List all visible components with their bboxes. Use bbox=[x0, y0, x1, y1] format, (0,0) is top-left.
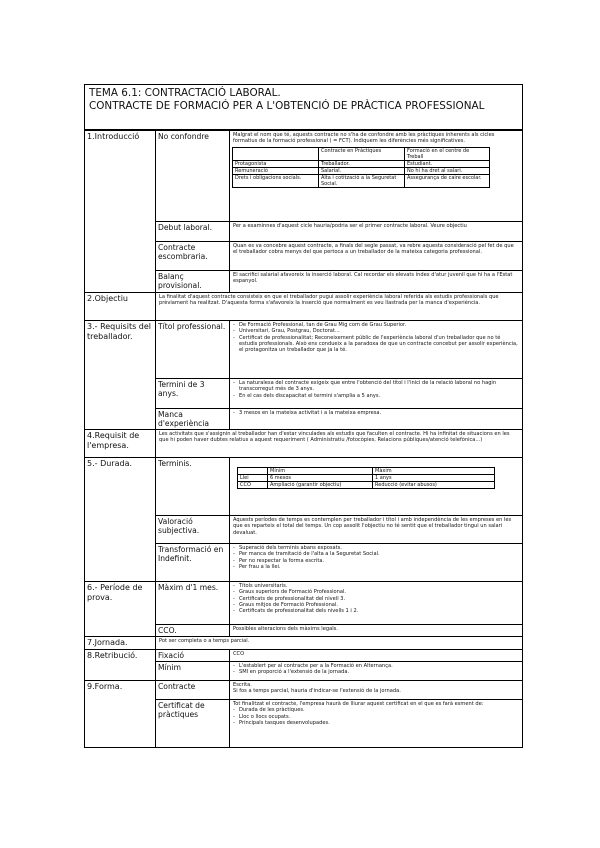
termini-list bbox=[233, 380, 519, 399]
cell-termini bbox=[230, 379, 523, 409]
sublabel-no-confondre: No confondre bbox=[156, 131, 230, 222]
section-label-retribucio: 8.Retribució. bbox=[85, 650, 156, 681]
text-escombraria: Quan es va concebre aquest contracte, a finals del segle passat, va rebre aquesta consideració pel fet de que el treballador cobra menys del que pertoca a un treballador de la mateixa categoria professional. bbox=[230, 242, 523, 271]
list-item: - Graus superiors de Formació Professional. bbox=[233, 589, 519, 595]
text-objectiu: La finalitat d'aquest contracte consisteix en que el treballador pugui assolir experiència laboral referida als estudis professionals que prèviament ha realitzat. D'aquesta forma s'afavoreix la inserció que normalment es veu llastrada per la manca d'experiència. bbox=[156, 293, 523, 321]
sublabel-maxim: Màxim d'1 mes. bbox=[156, 582, 230, 625]
terminis-header-cell bbox=[238, 468, 268, 475]
sublabel-certificat: Certificat de pràctiques bbox=[156, 700, 230, 748]
terminis-cell: CCO bbox=[238, 482, 268, 489]
list-item: - La naturalesa del contracte exigeix que entre l'obtenció del títol i l'inici de la relació laboral no hagin transcorregut més de 3 anys. bbox=[233, 380, 519, 393]
list-item: - Certificat de professionalitat; Reconeixement públic de l'experiència laboral d'un treballador que no té estudis professionals. Això ens condueix a la paradoxa de que un contracte concebut per assolir experiència, el protagonitza un treballador que ja la té. bbox=[233, 335, 519, 354]
terminis-header-row bbox=[238, 468, 495, 475]
transformacio-list bbox=[233, 545, 519, 570]
sublabel-debut: Debut laboral. bbox=[156, 222, 230, 242]
terminis-header-cell: Màxim bbox=[373, 468, 495, 475]
sublabel-manca: Manca d'experiència bbox=[156, 409, 230, 430]
row-objectiu bbox=[85, 293, 523, 321]
cell-minim bbox=[230, 662, 523, 681]
row-contracte bbox=[85, 681, 523, 700]
title-line-2: CONTRACTE DE FORMACIÓ PER A L'OBTENCIÓ DE PRÀCTICA PROFESSIONAL bbox=[89, 100, 485, 112]
section-label-objectiu: 2.Objectiu bbox=[85, 293, 156, 321]
section-label-prova: 6.- Període de prova. bbox=[85, 582, 156, 637]
list-item: - Per no respectar la forma escrita. bbox=[233, 558, 519, 564]
list-item: - Lloc o llocs ocupats. bbox=[233, 714, 519, 720]
comparison-cell: Treballador. bbox=[319, 160, 405, 167]
terminis-cell: 1 anys bbox=[373, 475, 495, 482]
text-valoracio: Aquests períodes de temps es contemplen per treballador i títol i amb independència de les empreses en les que es reparteix el total del temps. Un cop assolit l'objectiu no té sentit que el treballador tingui un salari devaluat. bbox=[230, 516, 523, 544]
row-fixacio bbox=[85, 650, 523, 662]
cell-maxim bbox=[230, 582, 523, 625]
terminis-cell: Ampliació (garantir objectiu) bbox=[268, 482, 373, 489]
terminis-cell: 6 mesos bbox=[268, 475, 373, 482]
cell-transformacio bbox=[230, 544, 523, 582]
section-label-jornada: 7.Jornada. bbox=[85, 637, 156, 650]
text-fixacio: CCO bbox=[230, 650, 523, 662]
title-line-1: TEMA 6.1: CONTRACTACIÓ LABORAL. bbox=[89, 87, 281, 99]
list-item: - 3 mesos en la mateixa activitat i a la mateixa empresa. bbox=[233, 410, 519, 416]
cell-no-confondre bbox=[230, 131, 523, 222]
comparison-header-cell: Formació en el centre de Treball bbox=[405, 147, 490, 160]
list-item: - Principals tasques desenvolupades. bbox=[233, 720, 519, 726]
sublabel-termini: Termini de 3 anys. bbox=[156, 379, 230, 409]
cell-terminis bbox=[230, 458, 523, 516]
comparison-row bbox=[233, 160, 490, 167]
row-no-confondre bbox=[85, 131, 523, 222]
text-contracte-2: Si fos a temps parcial, hauria d'indicar-se l'extensió de la jornada. bbox=[233, 688, 401, 695]
list-item: - En el cas dels discapacitat el termini s'amplia a 5 anys. bbox=[233, 393, 519, 399]
list-item: - Títols universitaris. bbox=[233, 583, 519, 589]
cell-titol bbox=[230, 321, 523, 379]
document-title bbox=[84, 84, 523, 130]
sublabel-valoracio: Valoració subjectiva. bbox=[156, 516, 230, 544]
section-label-durada: 5.- Durada. bbox=[85, 458, 156, 582]
text-contracte-1: Escrita. bbox=[233, 682, 252, 688]
section-label-forma: 9.Forma. bbox=[85, 681, 156, 748]
row-jornada bbox=[85, 637, 523, 650]
terminis-row bbox=[238, 475, 495, 482]
comparison-row bbox=[233, 174, 490, 187]
terminis-cell: Llei bbox=[238, 475, 268, 482]
list-item: - Graus mitjos de Formació Professional. bbox=[233, 602, 519, 608]
text-debut: Per a examinnes d'aquest cicle hauria/podria ser el primer contracte laboral. Veure objectiu bbox=[230, 222, 523, 242]
sublabel-escombraria: Contracte escombraria. bbox=[156, 242, 230, 271]
certificat-list bbox=[233, 707, 519, 726]
comparison-cell: Protagonista bbox=[233, 160, 319, 167]
list-item: - SMI en proporció a l'extensió de la jornada. bbox=[233, 669, 519, 675]
sublabel-contracte: Contracte bbox=[156, 681, 230, 700]
terminis-row bbox=[238, 482, 495, 489]
list-item: - Universitari, Grau, Postgrau, Doctorat... bbox=[233, 328, 519, 334]
minim-list bbox=[233, 663, 519, 676]
comparison-row bbox=[233, 167, 490, 174]
comparison-cell: Estudiant. bbox=[405, 160, 490, 167]
section-label-requisit-empresa: 4.Requisit de l'empresa. bbox=[85, 430, 156, 458]
document bbox=[84, 84, 523, 748]
sublabel-fixacio: Fixació bbox=[156, 650, 230, 662]
content-table bbox=[84, 130, 523, 748]
text-cco: Possibles alteracions dels màxims legals. bbox=[230, 625, 523, 637]
titol-list bbox=[233, 322, 519, 353]
manca-list bbox=[233, 410, 519, 416]
sublabel-minim: Mínim bbox=[156, 662, 230, 681]
list-item: - Durada de les pràctiques. bbox=[233, 707, 519, 713]
comparison-header-row bbox=[233, 147, 490, 160]
comparison-cell: Remuneració bbox=[233, 167, 319, 174]
text-no-confondre: Malgrat el nom que té, aquests contracte no s'ha de confondre amb les pràctiques inherents als cicles formatius de la formació professional ( = FCT). Indiquem les diferències més significatives. bbox=[233, 132, 495, 145]
comparison-cell: No hi ha dret al salari. bbox=[405, 167, 490, 174]
list-item: - Per manca de tramitació de l'alta a la Seguretat Social. bbox=[233, 551, 519, 557]
row-maxim bbox=[85, 582, 523, 625]
comparison-cell: Salarial. bbox=[319, 167, 405, 174]
sublabel-titol: Títol professional. bbox=[156, 321, 230, 379]
comparison-header-cell: Contracte en Pràctiques bbox=[319, 147, 405, 160]
comparison-cell: Alta i cotització a la Seguretat Social. bbox=[319, 174, 405, 187]
list-item: - Superació dels terminis abans exposats. bbox=[233, 545, 519, 551]
terminis-cell: Reducció (evitar abusos) bbox=[373, 482, 495, 489]
section-label-introduccio: 1.Introducció bbox=[85, 131, 156, 293]
comparison-header-cell bbox=[233, 147, 319, 160]
comparison-table bbox=[232, 147, 490, 188]
sublabel-balanc: Balanç provisional. bbox=[156, 271, 230, 293]
comparison-cell: Assegurança de caire escolar. bbox=[405, 174, 490, 187]
section-label-requisits-treballador: 3.- Requisits del treballador. bbox=[85, 321, 156, 430]
list-item: - Certificats de professionalitat dels nivells 1 i 2. bbox=[233, 608, 519, 614]
maxim-list bbox=[233, 583, 519, 614]
cell-contracte bbox=[230, 681, 523, 700]
cell-manca bbox=[230, 409, 523, 430]
cell-certificat bbox=[230, 700, 523, 748]
sublabel-cco: CCO. bbox=[156, 625, 230, 637]
list-item: - De Formació Professional, tan de Grau Mig com de Grau Superior. bbox=[233, 322, 519, 328]
row-titol bbox=[85, 321, 523, 379]
text-requisit-empresa: Les activitats que s'assignin al treballador han d'estar vinculades als estudis que faculten el contracte. Hi ha infinitat de situacions en les que hi poden haver dubtes relatius a aquest requeriment ( Administratiu /fotocòpies, Relacions públiques/atenció telefònica...) bbox=[156, 430, 523, 458]
text-balanc: El sacrifici salarial afavoreix la inserció laboral. Cal recordar els elevats índex d'atur juvenil que hi ha a l'Estat espanyol. bbox=[230, 271, 523, 293]
row-requisit-empresa bbox=[85, 430, 523, 458]
comparison-cell: Drets i obligacions socials. bbox=[233, 174, 319, 187]
text-certificat: Tot finalitzat el contracte, l'empresa haurà de lliurar aquest certificat en el que es farà esment de: bbox=[233, 701, 484, 707]
sublabel-terminis: Terminis. bbox=[156, 458, 230, 516]
sublabel-transformacio: Transformació en Indefinit. bbox=[156, 544, 230, 582]
list-item: - L'establert per al contracte per a la Formació en Alternança. bbox=[233, 663, 519, 669]
text-jornada: Pot ser completa o a temps parcial. bbox=[156, 637, 523, 650]
terminis-header-cell: Mínim bbox=[268, 468, 373, 475]
row-terminis bbox=[85, 458, 523, 516]
list-item: - Certificats de professionalitat del nivell 3. bbox=[233, 596, 519, 602]
terminis-table bbox=[237, 467, 495, 489]
list-item: - Per frau a la llei. bbox=[233, 564, 519, 570]
